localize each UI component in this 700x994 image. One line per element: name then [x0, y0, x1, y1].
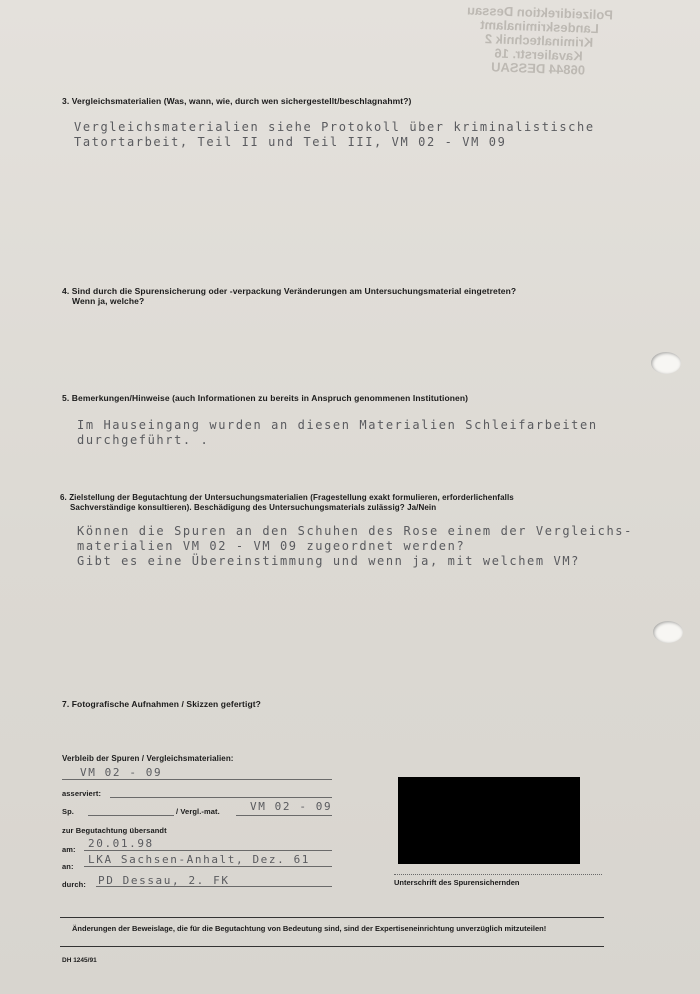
section-3-label [62, 96, 411, 107]
section-6-question: 6. Zielstellung der Begutachtung der Untersuchungsmaterialien (Fragestellung exakt formulieren, erforderlichenfalls [60, 493, 514, 502]
asserviert-label: asserviert: [62, 789, 102, 798]
signature-label: Unterschrift des Spurensichernden [394, 878, 520, 887]
section-5-title: 5. Bemerkungen/Hinweise [62, 393, 170, 403]
sp-line [88, 815, 174, 816]
an-line [84, 866, 332, 867]
stamp-line: Kavalierstr. 16 [494, 45, 583, 64]
stamp-line: Landeskriminalamt [480, 16, 599, 37]
verbleib-heading: Verbleib der Spuren / Vergleichsmaterialien: [62, 754, 234, 763]
section-6-note: Sachverständige konsultieren). [70, 503, 192, 512]
am-label: am: [62, 845, 76, 854]
section-4-question: 4. Sind durch die Spurensicherung oder -verpackung Veränderungen am Untersuchungsmaterial eingetreten? [62, 286, 517, 296]
section-6-text-line: materialien VM 02 - VM 09 zugeordnet werden? [77, 539, 466, 553]
punch-hole [651, 352, 681, 374]
stamp-line: Polizeidirektion Dessau [466, 2, 614, 23]
durch-value: PD Dessau, 2. FK [98, 874, 230, 887]
footer-top-rule [60, 917, 604, 918]
mirrored-stamp [403, 1, 675, 80]
footer-bottom-rule [60, 946, 604, 947]
form-number: DH 1245/91 [62, 957, 97, 964]
sp-label: Sp. [62, 807, 74, 816]
stamp-line: Kriminaltechnik 2 [484, 31, 594, 50]
section-3-text-line: Tatortarbeit, Teil II und Teil III, VM 02 - VM 09 [74, 135, 507, 149]
vergl-mat-label: / Vergl.-mat. [176, 807, 220, 816]
section-7-question: 7. Fotografische Aufnahmen / Skizzen gefertigt? [62, 699, 261, 709]
section-6-text-line: Können die Spuren an den Schuhen des Rose einem der Vergleichs- [77, 524, 633, 538]
an-label: an: [62, 862, 74, 871]
footer-note: Änderungen der Beweislage, die für die Begutachtung von Bedeutung sind, sind der Expertiseneinrichtung unverzüglich mitzuteilen! [72, 924, 547, 933]
begutachtung-label: zur Begutachtung übersandt [62, 826, 167, 835]
vergl-mat-value: VM 02 - 09 [250, 800, 333, 813]
section-3-title: 3. Vergleichsmaterialien [62, 96, 162, 106]
an-value: LKA Sachsen-Anhalt, Dez. 61 [88, 853, 311, 866]
durch-line [96, 886, 332, 887]
am-line [84, 850, 332, 851]
stamp-line: 06844 DESSAU [490, 59, 586, 78]
signature-line [394, 874, 602, 875]
section-5-label [62, 393, 468, 404]
section-6-text-line: Gibt es eine Übereinstimmung und wenn ja, mit welchem VM? [77, 554, 581, 568]
redacted-signature [398, 777, 580, 864]
section-3-hint: (Was, wann, wie, durch wen sichergestellt/beschlagnahmt?) [163, 96, 412, 106]
verbleib-line [62, 779, 332, 780]
section-5-text-line: Im Hauseingang wurden an diesen Materialien Schleifarbeiten [77, 418, 598, 432]
verbleib-value: VM 02 - 09 [80, 766, 163, 779]
vergl-mat-line [236, 815, 332, 816]
durch-label: durch: [62, 880, 86, 889]
section-4-question-followup: Wenn ja, welche? [72, 296, 145, 306]
section-6-damage-question: Beschädigung des Untersuchungsmaterials zulässig? Ja/Nein [194, 503, 437, 512]
am-value: 20.01.98 [88, 837, 154, 850]
section-5-hint: (auch Informationen zu bereits in Anspruch genommenen Institutionen) [172, 393, 469, 403]
punch-hole [653, 621, 683, 643]
section-3-text-line: Vergleichsmaterialien siehe Protokoll über kriminalistische [74, 120, 595, 134]
section-5-text-line: durchgeführt. . [77, 433, 210, 447]
asserviert-line [110, 797, 332, 798]
section-6-question-followup [70, 502, 436, 513]
